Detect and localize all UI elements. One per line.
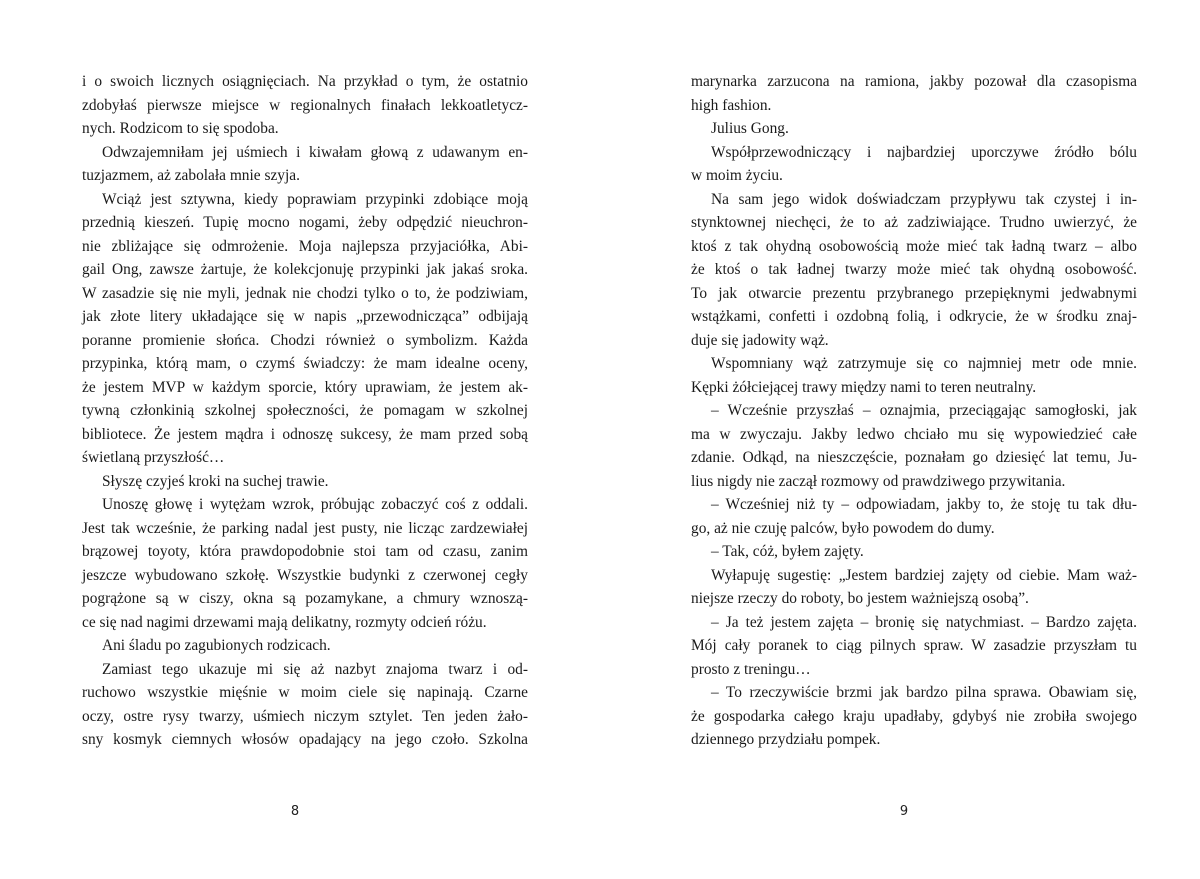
text-line: poranne promienie słońca. Chodzi również o symbolizm. Każda [82,331,528,349]
text-line: ce się nad nagimi drzewami mają delikatny, rozmyty odcień różu. [82,613,487,631]
text-line: ruchowo wszystkie mięśnie w moim ciele się napinają. Czarne [82,684,528,701]
text-line: wstążkami, confetti i ozdobną folią, i odkrycie, że w środku znaj- [691,308,1137,325]
text-line: jak złote litery układające się w napis „przewodnicząca” odbijają [82,308,528,325]
text-line: Zamiast tego ukazuje mi się aż nazbyt znajoma twarz i od- [102,660,528,678]
text-line: zdobyłaś pierwsze miejsce w regionalnych finałach lekkoatletycz- [82,96,528,114]
text-line: tywną członkinią szkolnej społeczności, że pomagam w szkolnej [82,402,528,419]
text-line: Wyłapuję sugestię: „Jestem bardziej zajęty od ciebie. Mam waż- [711,566,1137,584]
text-line: prosto z treningu… [691,660,811,678]
text-line: pogrążone są w ciszy, okna są pozamykane, a chmury wznoszą- [82,590,528,607]
text-line: ma w zwyczaju. Jakby ledwo chciało mu się wypowiedzieć całe [691,425,1137,443]
text-line: w moim życiu. [691,167,783,184]
text-line: jeszcze wybudowano szkołę. Wszystkie budynki z czerwonej cegły [82,566,528,584]
text-line: że ktoś o tak ładnej twarzy może mieć tak ohydną osobowość. [691,261,1137,278]
text-line: świetlaną przyszłość… [82,449,225,466]
page-number-right: 9 [899,804,909,819]
text-line: To jak otwarcie prezentu przybranego przepięknymi jedwabnymi [691,284,1137,302]
left-page-text [82,70,528,752]
text-line: duje się jadowity wąż. [691,331,829,349]
text-line: Mój cały poranek to ciąg pilnych spraw. W zasadzie przyszłam tu [691,637,1137,654]
text-line: – To rzeczywiście brzmi jak bardzo pilna sprawa. Obawiam się, [711,684,1137,701]
text-line: brązowej toyoty, która prawdopodobnie stoi tam od czasu, zanim [82,543,528,560]
page-number-left: 8 [290,804,300,819]
text-line: – Wcześnie przyszłaś – oznajmia, przeciągając samogłoski, jak [711,402,1137,419]
right-page-text [691,70,1137,752]
text-line: zdanie. Odkąd, na nieszczęście, poznałam go dziesięć lat temu, Ju- [691,449,1137,466]
text-line: Na sam jego widok doświadczam przypływu tak czystej i in- [711,190,1137,208]
text-line: high fashion. [691,96,772,114]
text-line: dziennego przydziału pompek. [691,731,881,748]
text-line: sny kosmyk ciemnych włosów opadający na jego czoło. Szkolna [82,731,528,748]
text-line: że gospodarka całego kraju upadłaby, gdybyś nie zrobiła swojego [691,707,1137,725]
text-line: Unoszę głowę i wytężam wzrok, próbując zobaczyć coś z oddali. [102,496,528,513]
text-line: bibliotece. Że jestem mądra i odnoszę sukcesy, że mam przed sobą [82,425,528,443]
text-line: gail Ong, zawsze żartuje, że kolekcjonuję przypinki jak jakaś sroka. [82,261,528,278]
text-line: marynarka zarzucona na ramiona, jakby pozował dla czasopisma [691,73,1137,90]
text-line: przypinka, którą mam, o czymś świadczy: że mam idealne oceny, [82,355,528,372]
text-line: że jestem MVP w każdym sporcie, który uprawiam, że jestem ak- [82,378,528,396]
text-line: stynktownej niechęci, że to aż zadziwiające. Trudno uwierzyć, że [691,214,1137,231]
text-line: nie zbliżające się odmrożenie. Moja najlepsza przyjaciółka, Abi- [82,237,528,255]
text-line: nych. Rodzicom to się spodoba. [82,120,279,137]
text-line: – Wcześniej niż ty – odpowiadam, jakby to, że stoję tu tak dłu- [711,496,1137,513]
text-line: ktoś z tak ohydną osobowością może mieć tak ładną twarz – albo [691,237,1137,255]
right-page [691,70,1137,752]
text-line: Ani śladu po zagubionych rodzicach. [102,637,331,654]
text-line: Julius Gong. [711,120,789,137]
text-line: Wciąż jest sztywna, kiedy poprawiam przypinki zdobiące moją [102,190,528,208]
text-line: Współprzewodniczący i najbardziej uporczywe źródło bólu [711,143,1137,161]
text-line: tuzjazmem, aż zabolała mnie szyja. [82,167,300,184]
text-line: Wspomniany wąż zatrzymuje się co najmniej metr ode mnie. [711,355,1137,372]
text-line: i o swoich licznych osiągnięciach. Na przykład o tym, że ostatnio [82,73,528,90]
text-line: lius nigdy nie zaczął rozmowy od prawdziwego przywitania. [691,472,1066,490]
text-line: niejsze rzeczy do roboty, bo jestem ważniejszą osobą”. [691,590,1029,607]
text-line: przednią kieszeń. Tupię mocno nogami, żeby odpędzić nieuchron- [82,214,528,231]
text-line: Jest tak wcześnie, że parking nadal jest pusty, nie licząc zardzewiałej [82,519,528,537]
text-line: – Ja też jestem zajęta – bronię się natychmiast. – Bardzo zajęta. [711,613,1137,631]
text-line: – Tak, cóż, byłem zajęty. [711,543,864,560]
text-line: Kępki żółciejącej trawy między nami to teren neutralny. [691,378,1037,396]
text-line: W zasadzie się nie myli, jednak nie chodzi tylko o to, że podziwiam, [82,284,528,302]
text-line: Słyszę czyjeś kroki na suchej trawie. [102,472,329,490]
text-line: Odwzajemniłam jej uśmiech i kiwałam głową z udawanym en- [102,143,528,161]
text-line: oczy, ostre rysy twarzy, uśmiech niczym sztylet. Ten jeden żało- [82,707,528,725]
text-line: go, aż nie czuję palców, było powodem do dumy. [691,519,995,537]
left-page [82,70,528,752]
